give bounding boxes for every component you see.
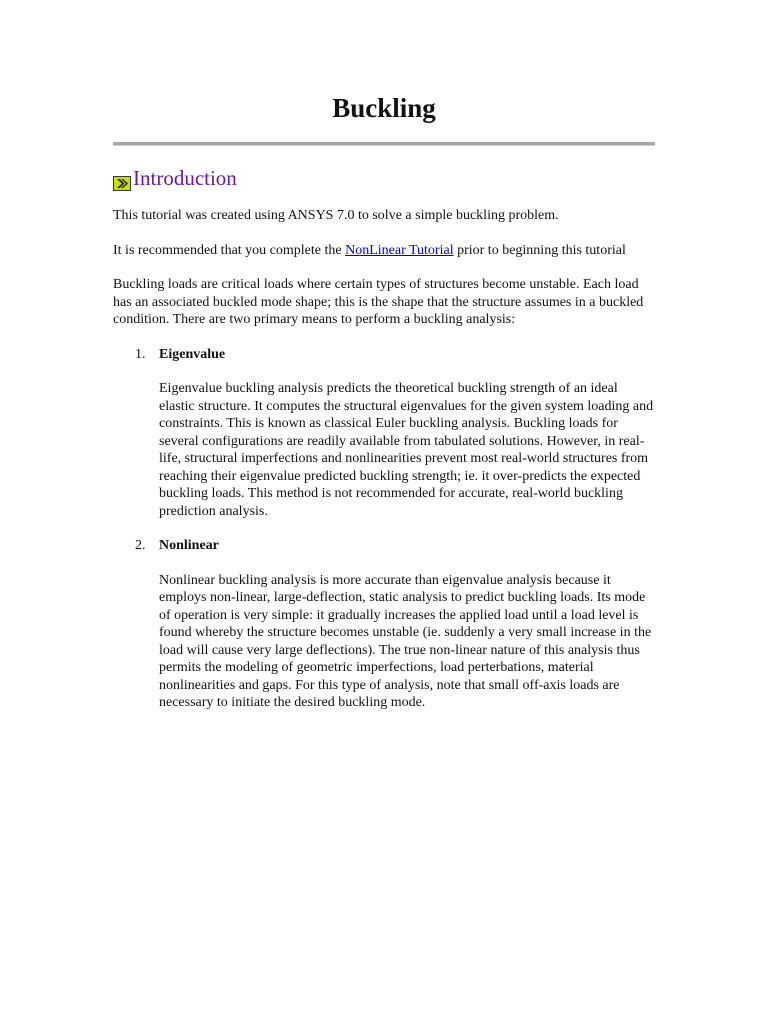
page-title: Buckling: [332, 93, 436, 123]
list-item: [113, 346, 655, 521]
recommendation-text-before: It is recommended that you complete the: [113, 242, 346, 258]
recommendation-text-after: prior to beginning this tutorial: [453, 242, 626, 258]
introduction-heading-text: Introduction: [133, 166, 237, 190]
list-item-number: 2.: [135, 538, 146, 553]
list-item-description: Nonlinear buckling analysis is more accurate than eigenvalue analysis because it employs non-linear, large-deflection, static analysis to predict buckling loads. Its mode of operation is very simple: it gradually increases the applied load until a load level is found whereby the structure becomes unstable (ie. suddenly a very small increase in the load will cause very large deflections). The true non-linear nature of this analysis thus permits the modeling of geometric imperfections, load perterbations, material nonlinearities and gaps. For this type of analysis, note that small off-axis loads are necessary to initiate the desired buckling mode.: [159, 572, 652, 710]
arrow-bullet-icon: [113, 171, 131, 186]
horizontal-rule: [113, 142, 655, 146]
recommendation-paragraph: [113, 242, 655, 260]
nonlinear-tutorial-link[interactable]: NonLinear Tutorial: [345, 242, 454, 258]
list-item-title: Eigenvalue: [159, 346, 226, 362]
list-item-number: 1.: [135, 346, 146, 362]
document-body: [113, 207, 655, 729]
list-item: [113, 537, 655, 712]
introduction-heading: [113, 165, 237, 191]
intro-paragraph: This tutorial was created using ANSYS 7.0 to solve a simple buckling problem.: [113, 208, 559, 223]
list-item-title: Nonlinear: [159, 538, 219, 553]
list-item-description: Eigenvalue buckling analysis predicts the theoretical buckling strength of an ideal elastic structure. It computes the structural eigenvalues for the given system loading and constraints. This is known as classical Euler buckling analysis. Buckling loads for several configurations are readily available from tabulated solutions. However, in real-life, structural imperfections and nonlinearities prevent most real-world structures from reaching their eigenvalue predicted buckling strength; ie. it over-predicts the expected buckling loads. This method is not recommended for accurate, real-world buckling prediction analysis.: [159, 381, 654, 519]
analysis-methods-list: [113, 346, 655, 712]
buckling-loads-paragraph: Buckling loads are critical loads where certain types of structures become unstable. Each load has an associated buckled mode shape; this is the shape that the structure assumes in a buckled condition. There are two primary means to perform a buckling analysis:: [113, 277, 644, 327]
